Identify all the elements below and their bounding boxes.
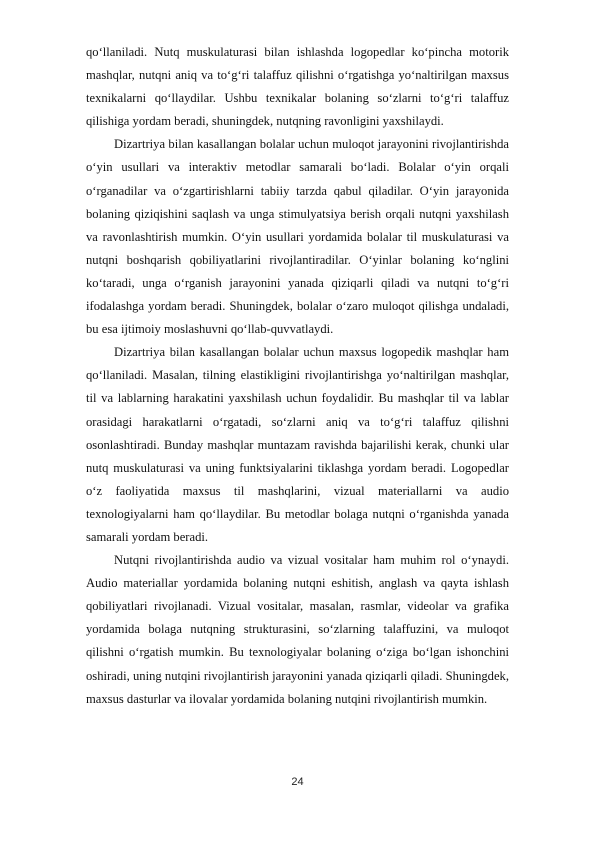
page-number: 24 — [291, 776, 304, 788]
paragraph-3: Dizartriya bilan kasallangan bolalar uchun maxsus logopedik mashqlar ham qo‘llaniladi. Masalan, tilning elastikligini rivojlantirishga yo‘naltirilgan mashqlar, til va lablarning harakatini yaxshilash uchun foydalidir. Bu mashqlar til va lablar orasidagi harakatlarni o‘rgatadi, so‘zlarni aniq va to‘g‘ri talaffuz qilishni osonlashtiradi. Bunday mashqlar muntazam ravishda bajarilishi kerak, chunki ular nutq muskulaturasi va uning funktsiyalarini tiklashga yordam beradi. Logopedlar o‘z faoliyatida maxsus til mashqlarini, vizual materiallarni va audio texnologiyalarni ham qo‘llaydilar. Bu metodlar bolaga nutqni o‘rganishda yanada samarali yordam beradi. — [86, 345, 509, 544]
paragraph-4: Nutqni rivojlantirishda audio va vizual vositalar ham muhim rol o‘ynaydi. Audio materiallar yordamida bolaning nutqni eshitish, anglash va qayta ishlash qobiliyatlari rivojlanadi. Vizual vositalar, masalan, rasmlar, videolar va grafika yordamida bolaga nutqning strukturasini, so‘zlarning talaffuzini, va muloqot qilishni o‘rgatish mumkin. Bu texnologiyalar bolaning o‘ziga bo‘lgan ishonchini oshiradi, uning nutqini rivojlantirish jarayonini yanada qiziqarli qiladi. Shuningdek, maxsus dasturlar va ilovalar yordamida bolaning nutqini rivojlantirish mumkin. — [86, 553, 509, 706]
paragraph-1: qo‘llaniladi. Nutq muskulaturasi bilan ishlashda logopedlar ko‘pincha motorik mashqlar, nutqni aniq va to‘g‘ri talaffuz qilishni o‘rgatishga yo‘naltirilgan maxsus texnikalarni qo‘llaydilar. Ushbu texnikalar bolaning so‘zlarni to‘g‘ri talaffuz qilishiga yordam beradi, shuningdek, nutqning ravonligini yaxshilaydi. — [86, 45, 509, 129]
paragraph-2: Dizartriya bilan kasallangan bolalar uchun muloqot jarayonini rivojlantirishda o‘yin usullari va interaktiv metodlar samarali bo‘ladi. Bolalar o‘yin orqali o‘rganadilar va o‘zgartirishlarni tabiiy tarzda qabul qiladilar. O‘yin jarayonida bolaning qiziqishini saqlash va unga stimulyatsiya berish orqali nutqni yaxshilash va ravonlashtirish mumkin. O‘yin usullari yordamida bolalar til muskulaturasi va nutqni boshqarish qobiliyatlarini rivojlantiradilar. O‘yinlar bolaning ko‘nglini ko‘taradi, unga o‘rganish jarayonini yanada qiziqarli qiladi va nutqni to‘g‘ri ifodalashga yordam beradi. Shuningdek, bolalar o‘zaro muloqot qilishga undaladi, bu esa ijtimoiy moslashuvni qo‘llab-quvvatlaydi. — [86, 137, 509, 337]
document-body — [86, 41, 509, 711]
